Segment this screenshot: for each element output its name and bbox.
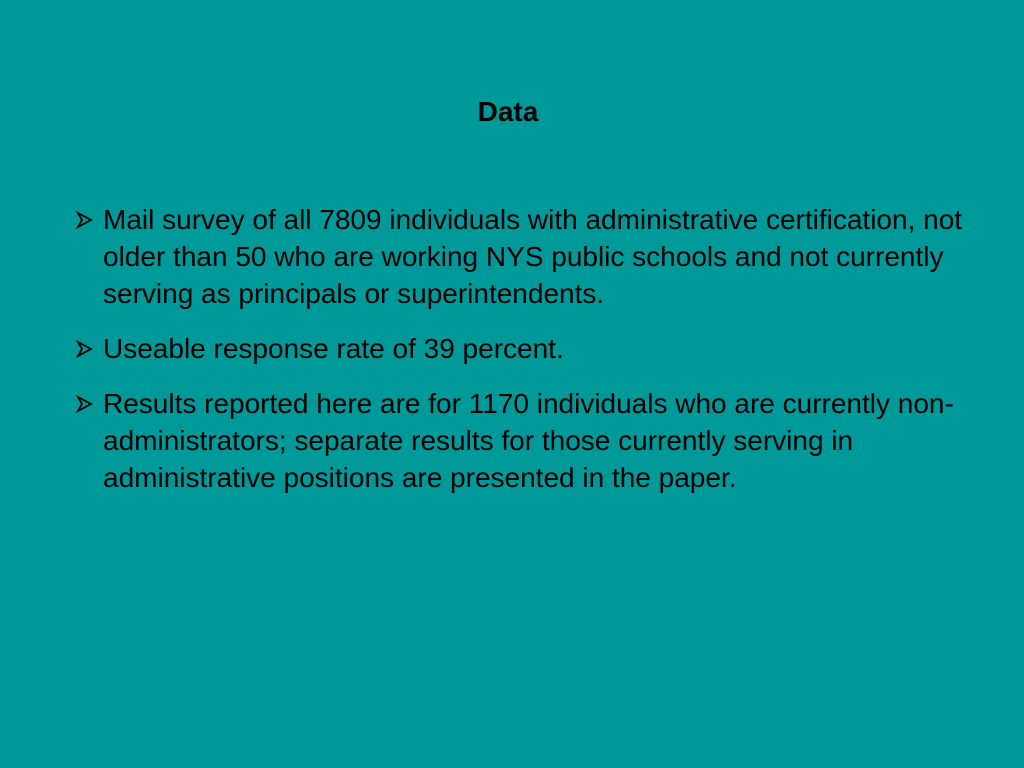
arrowhead-bullet-icon (74, 201, 103, 238)
bullet-list (74, 201, 1004, 514)
bullet-text-survey: Mail survey of all 7809 individuals with administrative certification, not older than 50 who are working NYS public schools and not currently serving as principals or superintendents. (103, 204, 963, 309)
arrowhead-bullet-icon (74, 330, 103, 367)
slide-title: Data (477, 96, 539, 127)
bullet-text-results: Results reported here are for 1170 individuals who are currently non-administrators; separate results for those currently serving in administrative positions are presented in the paper. (103, 388, 954, 493)
bullet-item-survey (74, 201, 1004, 312)
bullet-item-response-rate (74, 330, 1004, 367)
arrowhead-bullet-icon (74, 385, 103, 422)
bullet-item-results (74, 385, 1004, 496)
bullet-text-response-rate: Useable response rate of 39 percent. (103, 333, 564, 364)
